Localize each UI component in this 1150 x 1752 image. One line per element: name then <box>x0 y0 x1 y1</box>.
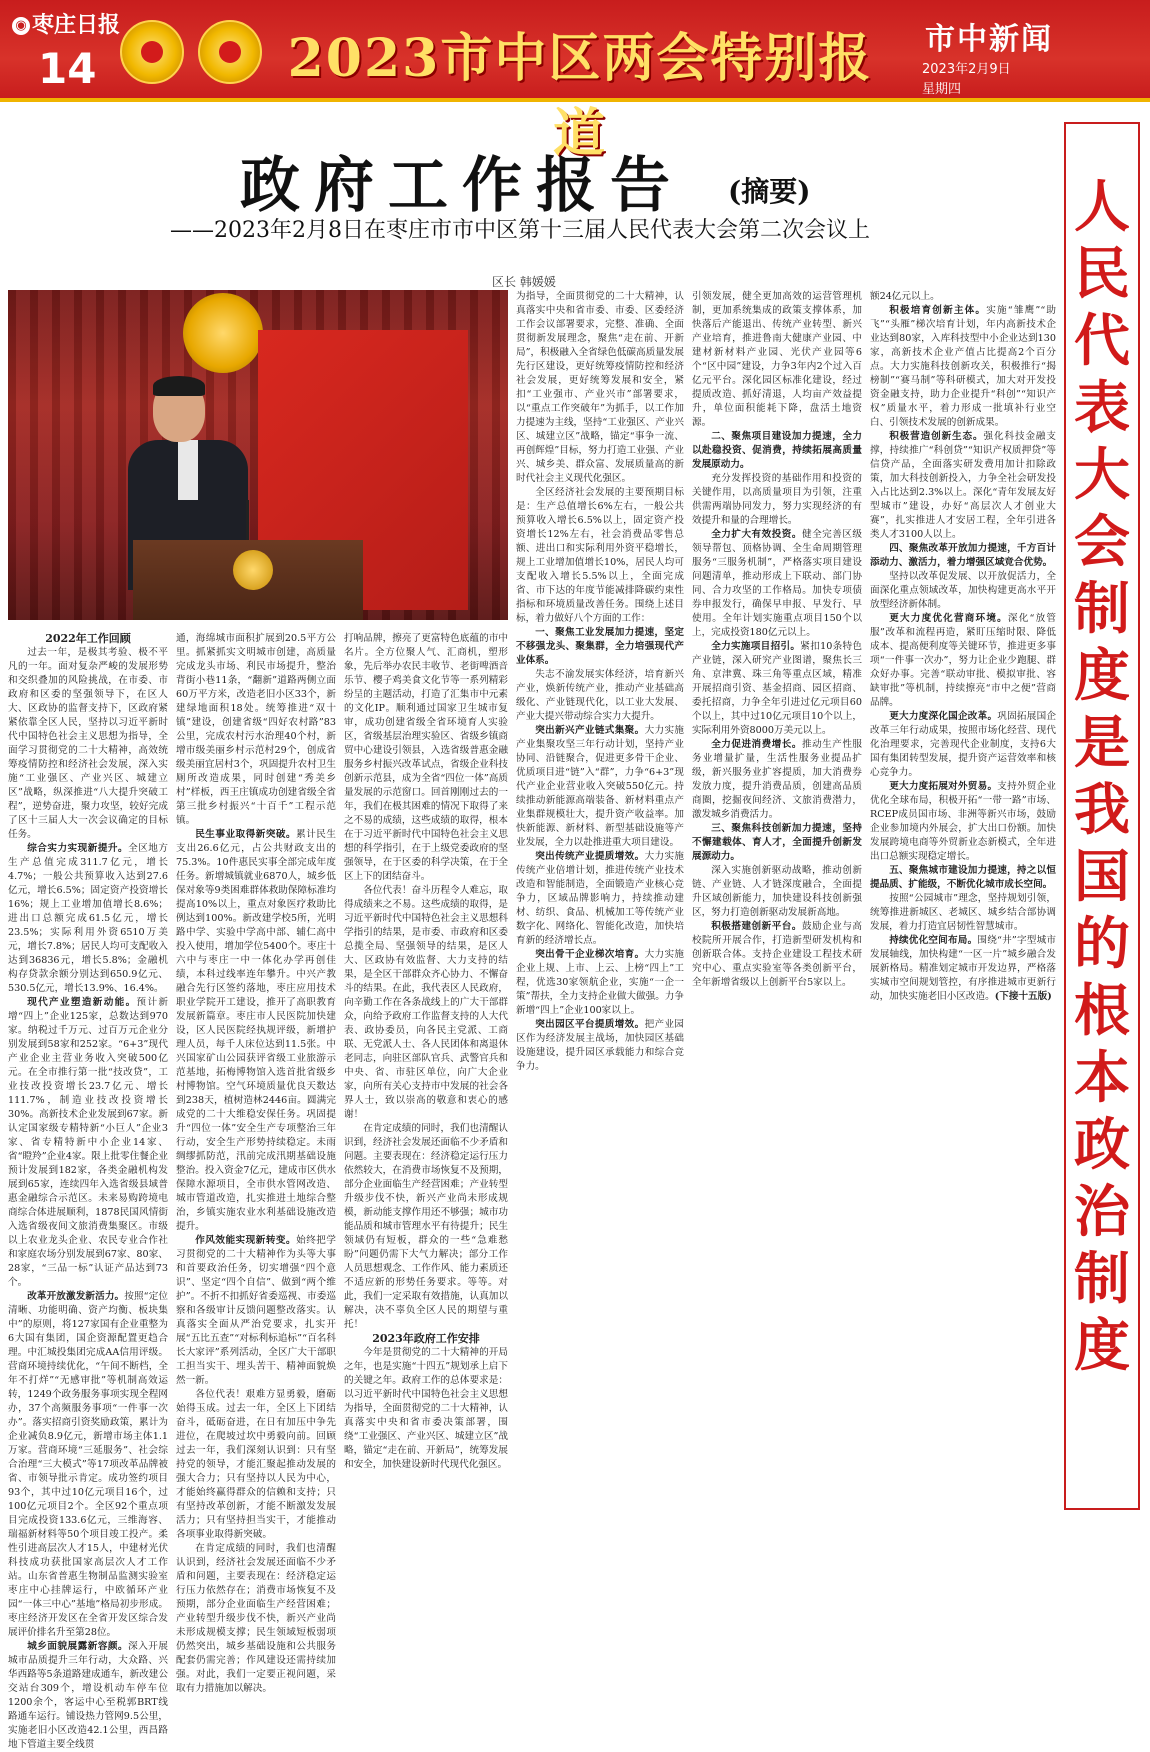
article-title: 政府工作报告 <box>240 151 684 221</box>
paragraph: 积极营造创新生态。强化科技金融支撑，持续推广“科创贷”“知识产权质押贷”等信贷产品，全面落实研发费用加计扣除政策，加大科技创新投入，力争全社会研发投入占比达到2.3%以上。深化“青年发展友好型城市”建设，办好“高层次人才创业大赛”，扎实推进人才安居工程，全年引进各类人才3100人以上。 <box>870 431 1057 540</box>
section-heading: 四、聚焦改革开放加力提速，千方百计添动力、激活力，着力增强区域竞合优势。 <box>870 543 1056 568</box>
paragraph: 过去一年，是极其考验、极不平凡的一年。面对复杂严峻的发展形势和交织叠加的风险挑战，在市委、市政府和区委的坚强领导下，在区人大、区政协的监督支持下，区政府紧紧依靠全区人民，坚持以习近平新时代中国特色社会主义思想为指导，全面学习贯彻党的二十大精神，高效统筹疫情防控和经济社会发展，深入实施“工业强区、产业兴区、城建立区”战略，纵深推进“八大提升突破工程”，逆势奋进，聚力攻坚，较好完成了区十三届人大一次会议确定的目标任务。 <box>8 647 168 840</box>
continued-notice: (下接十五版) <box>994 991 1052 1002</box>
paragraph: 持续优化空间布局。围绕“井”字型城市发展轴线，加快构建“一区一片”城乡融合发展新格局。精准划定城市开发边界，严格落实城市空间规划管控，有序推进城市更新行动，加快实施老旧小区改造。(下接十五版) <box>870 935 1057 1002</box>
paragraph: 突出传统产业提质增效。大力实施传统产业倍增计划，推进传统产业技术改造和智能制造，全面锻造产业核心竞争力，区域品牌影响力，持续推动建材、纺织、食品、机械加工等传统产业数字化、网络化、智能化改造，加快培育新的经济增长点。 <box>516 851 685 946</box>
paragraph: 各位代表！艰难方显勇毅，磨砺始得玉成。过去一年，全区上下团结奋斗，砥砺奋进，在日有加压中争先进位，在爬坡过坎中勇毅向前。回顾过去一年，我们深刻认识到：只有坚持党的领导，才能汇聚起推动发展的强大合力；只有坚持以人民为中心，才能始终赢得群众的信赖和支持；只有坚持改革创新，才能不断激发发展活力；只有坚持担当实干，才能推动各项事业取得新突破。 <box>176 1389 336 1540</box>
text-column-2 <box>176 632 336 1694</box>
article-title-suffix: (摘要) <box>728 175 811 208</box>
section-heading-plan: 2023年政府工作安排 <box>372 1332 480 1345</box>
paragraph: 额24亿元以上。 <box>870 291 940 302</box>
photo-emblem <box>183 293 263 373</box>
paragraph: 在肯定成绩的同时，我们也清醒认识到，经济社会发展还面临不少矛盾和问题。主要表现在：经济稳定运行压力依然较大，在消费市场恢复不及预期，部分企业面临生产经营困难；产业转型升级步伐不快，新兴产业尚未形成规模，新动能支撑作用还不够强；城市功能品质和城市管理水平有待提升；民生领域仍有短板，群众的一些“急难愁盼”问题仍需下大气力解决；部分工作人员思想观念、工作作风、能力素质还不适应新的形势任务要求。等等。对此，我们一定采取有效措施，认真加以解决，决不辜负全区人民的期望与重托！ <box>344 1123 508 1330</box>
paragraph: 失志不渝发展实体经济，培育新兴产业，焕新传统产业，推动产业基础高级化、产业链现代化，以工业大发展、产业大提兴带动综合实力大提升。 <box>516 669 684 722</box>
paragraph: 深入实施创新驱动战略，推动创新链、产业链、人才链深度融合，全面提升区域创新能力，加快建设科技创新强区，努力打造创新驱动发展新高地。 <box>692 865 862 918</box>
banner-divider <box>0 98 1150 102</box>
paragraph: 按照“公园城市”理念，坚持规划引领，统筹推进新城区、老城区、城乡结合部协调发展，着力打造宜居韧性智慧城市。 <box>870 893 1056 932</box>
paragraph: 更大力度深化国企改革。巩固拓展国企改革三年行动成果，按照市场化经营、现代化治理要求，完善现代企业制度，支持6大国有集团转型发展，提升资产运营效率和核心竞争力。 <box>870 711 1057 778</box>
paragraph: 打响品牌，擦亮了更富特色底蕴的市中名片。全方位聚人气、汇商机，塑形象，先后举办农民丰收节、老街啤酒音乐节、樱子鸡美食文化节等一系列精彩纷呈的主题活动，打造了汇集市中元素的文化IP。顺利通过国家卫生城市复审，成功创建省级全省环境育人实验区，省级基层治理实验区、省级乡镇商贸中心建设引领县，入选省级普惠金融服务乡村振兴改革试点，省级企业科技创新示范县，成为全省“四位一体”高质量发展的示范窗口。回首刚刚过去的一年，我们在极其困难的情况下取得了来之不易的成绩，这些成绩的取得，根本在于习近平新时代中国特色社会主义思想的科学指引，在于上级党委政府的坚强领导，在于区委的科学决策，在于全区上下的团结奋斗。 <box>344 633 508 882</box>
issue-weekday: 星期四 <box>922 82 962 97</box>
section-heading: 三、聚焦科技创新加力提速，坚持不懈建载体、育人才，全面提升创新发展源动力。 <box>692 823 862 862</box>
paragraph: 充分发挥投资的基础作用和投资的关键作用，以高质量项目为引领，注重供需两端协同发力，努力实现经济的有效提升和量的合理增长。 <box>692 473 862 526</box>
podium-emblem <box>233 550 273 590</box>
paragraph: 在肯定成绩的同时，我们也清醒认识到，经济社会发展还面临不少矛盾和问题，主要表现在：经济稳定运行压力依然存在；消费市场恢复不及预期，部分企业面临生产经营困难；产业转型升级步伐不快，新兴产业尚未形成规模支撑；民生领域短板弱项仍然突出，城乡基础设施和公共服务配套仍需完善；作风建设还需持续加强。对此，我们一定要正视问题，采取有力措施加以解决。 <box>176 1543 336 1694</box>
section-heading: 一、聚焦工业发展加力提速，坚定不移强龙头、聚集群，全力培强现代产业体系。 <box>516 627 684 666</box>
paragraph: 全力实施项目招引。紧扣10条特色产业链，深入研究产业图谱，聚焦长三角、京津冀、珠三角等重点区域，精准开展招商引资、基金招商、园区招商、委托招商，力争全年引进过亿元项目60个以上，其中过10亿元项目10个以上，实际利用外资8000万美元以上。 <box>692 641 863 736</box>
article-byline: 区长 韩媛媛 <box>492 275 556 289</box>
paragraph: 全区经济社会发展的主要预期目标是：生产总值增长6%左右，一般公共预算收入增长6.5%以上，固定资产投资增长12%左右，社会消费品零售总额、进出口和实际利用外资平稳增长，规上工业增加值增长10%，居民人均可支配收入增长5.5%以上，全面完成省、市下达的年度节能减排降碳约束性指标和环境质量改善任务。围绕上述目标，着力做好八个方面的工作： <box>516 487 684 624</box>
banner-title: 2023市中区两会特别报道 <box>287 28 873 164</box>
newspaper-name: 枣庄日报 <box>32 13 121 38</box>
paragraph: 综合实力实现新提升。全区地方生产总值完成311.7亿元，增长4.7%；一般公共预算收入达到27.6亿元，增长6.5%；固定资产投资增长16%；规上工业增加值增长8.6%；进出口总额完成61.5亿元，增长23.5%；实际利用外资6510万美元，增长7.8%；居民人均可支配收入达到36836元，增长5.8%；金融机构存贷款余额分别达到650.9亿元、530.5亿元，增长13.9%、16.4%。 <box>8 843 168 994</box>
slogan-text: 人民代表大会制度是我国的根本政治制度 <box>1074 175 1130 1379</box>
paragraph: 突出骨干企业梯次培育。大力实施企业上规、上市、上云、上榜“四上”工程，优选30家领航企业，实施“一企一策”帮扶，全力支持企业做大做强。力争新增“四上”企业100家以上。 <box>516 949 685 1016</box>
masthead-banner <box>0 0 1150 164</box>
logo-icon: ◉ <box>12 17 30 35</box>
paragraph: 突出园区平台提质增效。把产业园区作为经济发展主战场，加快园区基础设施建设，提升园区承载能力和综合竞争力。 <box>516 1019 685 1072</box>
section-heading: 五、聚焦城市建设加力提速，持之以恒提品质、扩能级，不断优化城市成长空间。 <box>870 865 1056 890</box>
paragraph: 各位代表！奋斗历程令人难忘，取得成绩来之不易。这些成绩的取得，是习近平新时代中国特色社会主义思想科学指引的结果，是市委、市政府和区委总揽全局、坚强领导的结果，是区人大、区政协有效监督、大力支持的结果，是全区干部群众齐心协力、不懈奋斗的结果。在此，我代表区人民政府，向辛勤工作在各条战线上的广大干部群众，向给予政府工作监督支持的人大代表、政协委员，向各民主党派、工商联、无党派人士、各人民团体和离退休老同志，向驻区部队官兵、武警官兵和中央、省、市驻区单位，向广大企业家，向所有关心支持市中发展的社会各界人士，致以崇高的敬意和衷心的感谢！ <box>344 885 508 1120</box>
text-column-4 <box>516 290 684 1512</box>
paragraph: 更大力度拓展对外贸易。支持外贸企业优化全球布局，积极开拓“一带一路”市场、RCEP成员国市场、非洲等新兴市场，鼓励企业参加境内外展会，扩大出口份额。加快发展跨境电商等外贸新业态新模式，全年进出口总额实现稳定增长。 <box>870 781 1057 862</box>
paragraph: 城乡面貌展露新容颜。深入开展城市品质提升三年行动，大众路、兴华西路等5条道路建成通车，新改建公交站台309个，增设机动车停车位1200余个，客运中心至税郭BRT线路通车运行。铺设热力管网9.5公里，实施老旧小区改造42.1公里，西昌路地下管道主要全线贯 <box>8 1641 168 1750</box>
section-name: 市中新闻 <box>925 22 1053 57</box>
paragraph: 更大力度优化营商环境。深化“放管服”改革和流程再造，紧盯压缩时限、降低成本、提高便利度等关键环节，推进更多事项“一件事一次办”，努力让企业少跑腿、群众好办事。完善“联动审批、模拟审批、容缺审批”等机制，持续擦亮“市中之便”营商品牌。 <box>870 613 1057 708</box>
paragraph: 全力促进消费增长。推动生产性服务业增量扩量，生活性服务业提品扩级，新兴服务业扩容提质，加大消费券发放力度，提升消费品质，创建高品质商圈，挖掘夜间经济、文旅消费潜力，激发城乡消费活力。 <box>692 739 863 820</box>
issue-date: 2023年2月9日 <box>922 62 1011 77</box>
paragraph: 民生事业取得新突破。累计民生支出26.6亿元，占公共财政支出的75.3%。10件惠民实事全部完成年度任务。新增城镇就业6870人，城乡低保对象等9类困难群体救助保障标准均提高10%以上，重点对象医疗救助比例达到100%。新改建学校5所，光明路中学、实验中学高中部、辅仁高中投入使用，增加学位5400个。枣庄十六中与枣庄一中一体化办学再创佳绩，本科过线率连年攀升。中兴产教融合先行区签约落地，枣庄应用技术职业学院开工建设，推开了高职教育发展新篇章。枣庄市人民医院加快建设，区人民医院经执规评级，新增护理人员，每千人床位达到11.5张。中兴国家矿山公园获评省级工业旅游示范基地，拓梅博物馆入选首批省级乡村博物馆。空气环境质量优良天数达到238天，植树造林2446亩。圆满完成党的二十大维稳安保任务。巩固提升“四位一体”安全生产专项整治三年行动，安全生产形势持续稳定。未雨绸缪抓防范，汛前完成汛期基础设施整治。投入资金7亿元，建成市区供水保障水源项目，全市供水管网改造、城市管道改造，扎实推进土地综合整治，乡镇实施农业水利基础设施改造提升。 <box>176 829 336 1232</box>
paragraph: 坚持以改革促发展、以开放促活力，全面深化重点领域改革，加快构建更高水平开放型经济新体制。 <box>870 571 1056 610</box>
speaker-hair <box>153 376 205 396</box>
text-column-1 <box>8 632 169 1750</box>
section-heading: 二、聚焦项目建设加力提速，全力以赴稳投资、促消费，持续拓展高质量发展原动力。 <box>692 431 862 470</box>
paragraph: 积极培育创新主体。实施“雏鹰”“助飞”“头雁”梯次培育计划，年内高新技术企业达到80家，入库科技型中小企业达到130家，高新技术企业产值占比提高2个百分点。大力实施科技创新攻关，积极推行“揭榜制”“赛马制”等科研模式，加大对开发投资金融支持，助力企业提升“科创”“知识产权”质量水平，着力形成一批填补行业空白、引领技术发展的创新成果。 <box>870 305 1056 428</box>
paragraph: 积极搭建创新平台。鼓励企业与高校院所开展合作，打造新型研发机构和创新联合体。支持企业建设工程技术研究中心、重点实验室等各类创新平台，全年新增省级以上创新平台5家以上。 <box>692 921 863 988</box>
section-heading-review: 2022年工作回顾 <box>45 632 131 645</box>
text-column-3 <box>344 632 508 1512</box>
paragraph: 改革开放激发新活力。按照“定位清晰、功能明确、资产均衡、板块集中”的原则，将127家国有企业重整为6大国有集团，国企资源配置更趋合理。中汇城投集团完成AA信用评级。营商环境持续优化，“午间不断档，全年不打烊”“无感审批”等机制高效运转，1249个政务服务事项实现全程网办，37个高频服务事项“一件事一次办”。落实招商引资奖励政策，累计为企业减负8.9亿元，新增市场主体1.1万家。营商环境“三延服务”、社会综合治理“三大模式”等17项改革品牌被省、市领导批示肯定。成功签约项目93个，其中过10亿元项目16个，过100亿元项目2个。全区92个重点项目完成投资133.6亿元，三维海容、瑞福新材料等50个项目竣工投产。柔性引进高层次人才15人，中建材光伏科技成功获批国家高层次人才工作站。山东省普惠生物制品监测实验室枣庄中心挂牌运行，中欧循环产业园“一体三中心”基地”格局初步形成。枣庄经济开发区在全省开发区综合发展评价排名升至第28位。 <box>8 1291 169 1638</box>
page-number: 14 <box>38 44 97 93</box>
paragraph: 突出新兴产业链式集聚。大力实施产业集聚攻坚三年行动计划，坚持产业协同、沿链聚合，促进更多骨干企业、优质项目进“链”入“群”，力争“6+3”现代产业企业营业收入突破550亿元。持续推动新能源高端装备、新材料重点产业集群规模壮大，提升资产收益率。加快新能源、新材料、新型基础设施等产业发展，全力以赴推进重大项目建设。 <box>516 725 685 848</box>
slogan-sidebar <box>1064 122 1140 1510</box>
paragraph: 全力扩大有效投资。健全完善区级领导帮包、顶格协调、全生命周期管理服务“三服务机制”，严格落实项目建设问题清单，推动形成上下联动、部门协同、合力攻坚的工作格局。加快专项债券申报发行，确保早申报、早发行、早使用。全年计划实施重点项目150个以上，完成投资180亿元以上。 <box>692 529 863 638</box>
paragraph: 今年是贯彻党的二十大精神的开局之年，也是实施“十四五”规划承上启下的关键之年。政府工作的总体要求是：以习近平新时代中国特色社会主义思想为指导，全面贯彻党的二十大精神，认真落实中央和省市委决策部署，围绕“工业强区、产业兴区、城建立区”战略，锚定“走在前、开新局”，统筹发展和安全，加快建设新时代现代化强区。 <box>344 1347 508 1470</box>
text-column-6 <box>870 290 1056 1512</box>
text-column-5 <box>692 290 862 1512</box>
national-emblem-icon <box>120 20 184 84</box>
article-subtitle: ——2023年2月8日在枣庄市市中区第十三届人民代表大会第二次会议上 <box>170 218 870 243</box>
speaker-photo <box>8 290 508 620</box>
paragraph: 引领发展，健全更加高效的运营管理机制，更加系统集成的政策支撑体系，加快落后产能退出、传统产业转型、新兴产业培育，推进鲁南大健康产业园、中建材新材料产业园、光伏产业园等6个“区中园”建设，力争3年内2个过入百亿元平台。深化园区标准化建设，经过提质改造、抓好清退，人均亩产效益提升，单位面积能耗下降，盘活土地资源。 <box>692 291 862 428</box>
paragraph: 现代产业塑造新动能。预计新增“四上”企业125家，总数达到970家。纳税过千万元、过百万元企业分别发展到58家和252家。“6+3”现代产业企业主营业务收入突破500亿元。在全市推行第一批“技改贷”，工业技改投资增长23.7亿元、增长111.7%，制造业技改投资增长30%。高新技术企业发展到67家。新认定国家级专精特新“小巨人”企业3家、省专精特新中小企业14家、省“瞪羚”企业4家。限上批零住餐企业预计发展到182家，各类金融机构发展到65家，连续四年入选省级县域普惠金融综合示范区。未来易购跨境电商综合体进展顺利，1878民国风情街入选省级夜间文旅消费集聚区。市级以上农业龙头企业、农民专业合作社和家庭农场分别发展到67家、80家、28家，“三品一标”认证产品达到73个。 <box>8 997 169 1288</box>
paragraph: 通，海绵城市面积扩展到20.5平方公里。抓紧抓实文明城市创建，高质量完成龙头市场、利民市场提升，整治背街小巷11条，“翻新”道路两侧立面60万平方米，改造老旧小区33个，新建绿地面积18处。统筹推进“双十镇”建设，创建省级“四好农村路”83公里，完成农村污水治理40个村，新增市级美丽乡村示范村29个，创成省级美丽宜居村3个，巩固提升农村卫生厕所改造成果，同时创建“秀美乡村”样板，西王庄镇成功创建省级全省第三批乡村振兴“十百千”工程示范镇。 <box>176 633 336 826</box>
paragraph: 作风效能实现新转变。始终把学习贯彻党的二十大精神作为头等大事和首要政治任务，切实增强“四个意识”、坚定“四个自信”、做到“两个维护”。不折不扣抓好省委巡视、市委巡察和各级审计反馈问题整改落实。认真落实全面从严治党要求，扎实开展“五比五查”“对标利标追标”“百名科长大家评”系列活动，全区广大干部职工担当实干、埋头苦干、精神面貌焕然一新。 <box>176 1235 336 1386</box>
speaker-shirt <box>178 440 198 500</box>
cppcc-emblem-icon <box>198 20 262 84</box>
paragraph: 为指导，全面贯彻党的二十大精神，认真落实中央和省市委、市委、区委经济工作会议部署要求，完整、准确、全面贯彻新发展理念，聚焦“走在前、开新局”，积极融入全省绿色低碳高质量发展先行区建设，更好统筹疫情防控和经济社会发展，更好统筹发展和安全，紧扣“工业强市、产业兴市”部署要求，以“重点工作突破年”为抓手，以工作加力提速为主线，坚持“工业强区、产业兴区、城建立区”战略，锚定“事争一流、再创辉煌”目标，努力打造工业强、产业兴、城乡美、群众富、发展质量高的新时代社会主义现代化强区。 <box>516 291 684 484</box>
newspaper-logo <box>12 8 120 39</box>
